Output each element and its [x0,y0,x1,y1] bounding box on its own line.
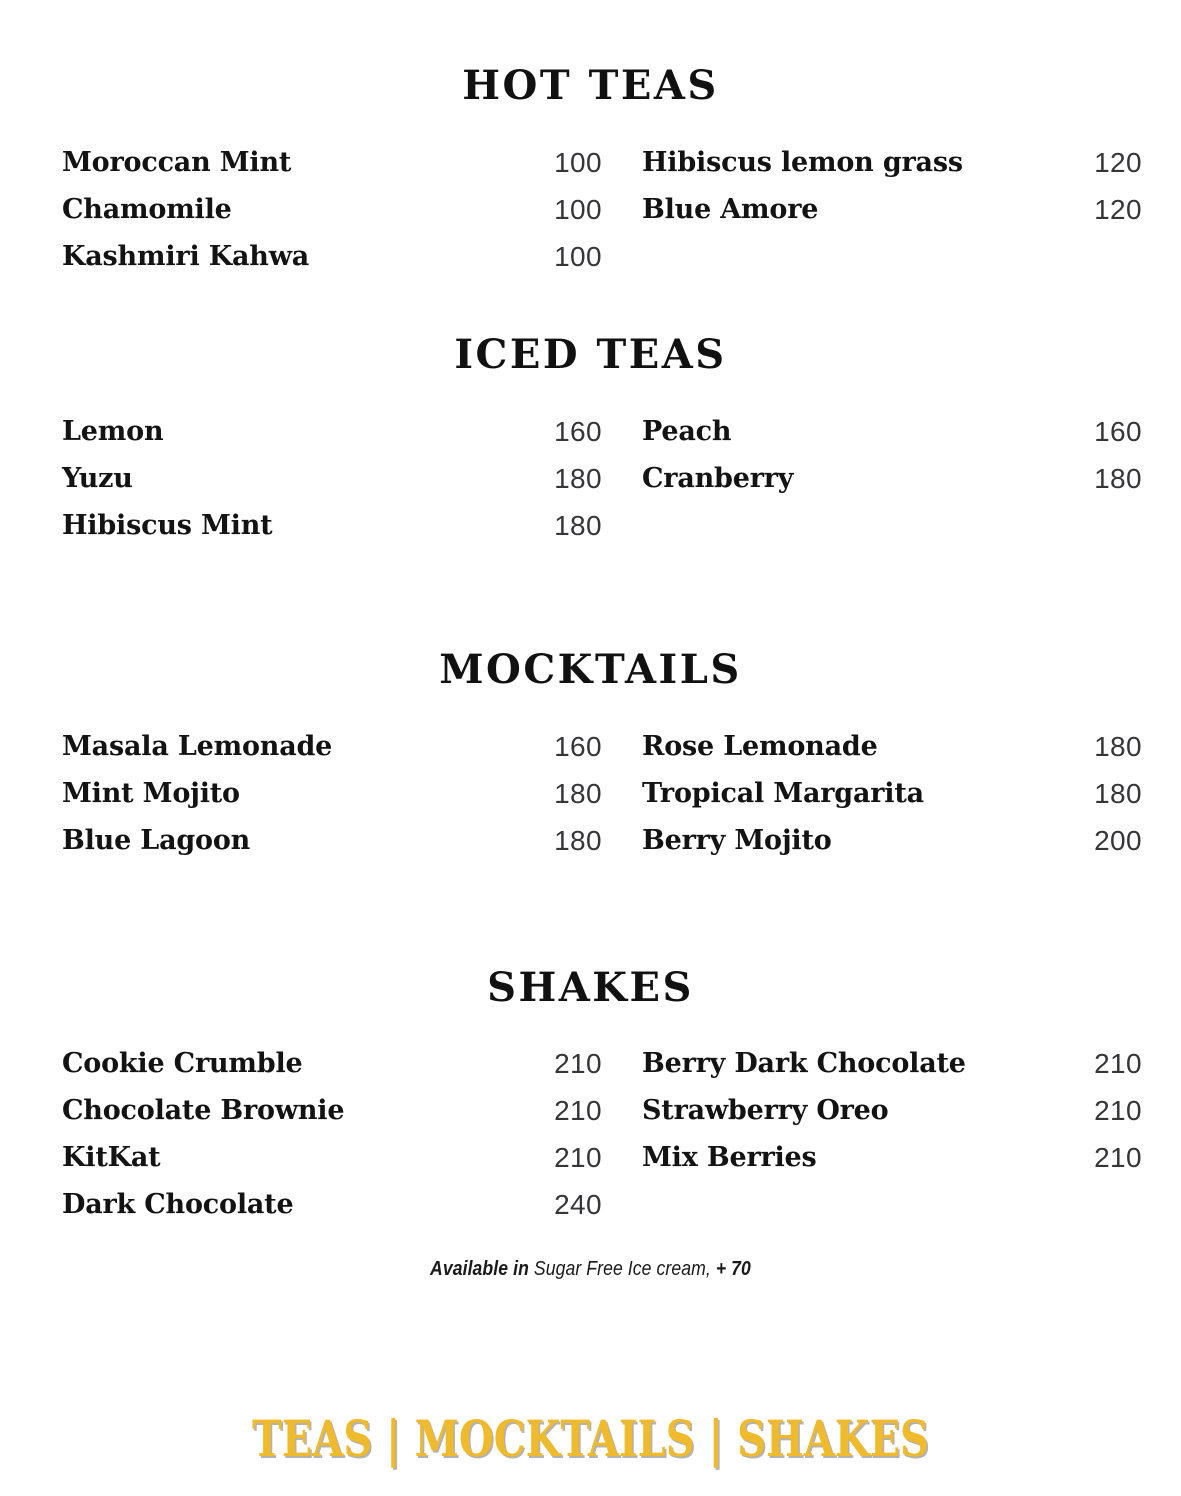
column-gap [602,1040,622,1087]
item-name: Tropical Margarita [642,778,924,809]
item-price: 210 [1094,1095,1142,1126]
item-name: Berry Dark Chocolate [642,1048,966,1079]
column-gap [602,233,622,280]
column-gap [602,817,622,864]
item-name-empty [622,233,1022,280]
item-grid-shakes [0,1040,1181,1228]
column-gap [602,1087,622,1134]
item-name: Peach [642,416,732,447]
item-name: Mint Mojito [62,778,240,809]
column-gap [602,1181,622,1228]
section-iced-teas-heading-wrap [0,331,1181,378]
section-heading-hot-teas: HOT TEAS [462,62,719,109]
item-name: Masala Lemonade [62,731,333,762]
column-gap [602,186,622,233]
item-price: 160 [554,416,602,447]
item-name: Berry Mojito [642,825,832,856]
item-price: 100 [554,147,602,178]
item-price: 120 [1094,194,1142,225]
item-name: Mix Berries [642,1142,817,1173]
footnote-strong-prefix: Available in [430,1258,529,1280]
section-hot-teas-heading-wrap [0,62,1181,109]
item-price: 180 [554,463,602,494]
item-name: Lemon [62,416,164,447]
column-gap [602,139,622,186]
item-name: Kashmiri Kahwa [62,241,310,272]
item-price: 160 [554,731,602,762]
item-name-empty [622,502,1022,549]
column-gap [602,408,622,455]
item-name: Strawberry Oreo [642,1095,889,1126]
sugar-free-footnote [71,1258,1110,1281]
footer-brand-title: TEAS | MOCKTAILS | SHAKES [252,1409,929,1468]
item-price: 180 [1094,731,1142,762]
section-heading-shakes: SHAKES [487,964,694,1011]
item-grid-mocktails [0,723,1181,864]
item-name: Rose Lemonade [642,731,878,762]
item-price: 180 [554,825,602,856]
item-price-empty [1022,502,1142,549]
footnote-regular-text: Sugar Free Ice cream, [528,1258,716,1280]
item-name: Chamomile [62,194,232,225]
item-price: 120 [1094,147,1142,178]
column-gap [602,770,622,817]
item-price-empty [1022,1181,1142,1228]
item-grid-iced-teas [0,408,1181,549]
section-heading-mocktails: MOCKTAILS [439,646,742,693]
item-name: Hibiscus lemon grass [642,147,963,178]
item-price: 180 [1094,778,1142,809]
item-name: Blue Lagoon [62,825,251,856]
column-gap [602,1134,622,1181]
item-name: Cranberry [642,463,794,494]
item-price: 180 [554,510,602,541]
section-shakes-heading-wrap [0,964,1181,1011]
item-name: Cookie Crumble [62,1048,303,1079]
item-price-empty [1022,233,1142,280]
column-gap [602,502,622,549]
item-price: 180 [554,778,602,809]
section-mocktails-heading-wrap [0,646,1181,693]
item-name: Yuzu [62,463,133,494]
item-price: 160 [1094,416,1142,447]
item-name: Hibiscus Mint [62,510,273,541]
item-name-empty [622,1181,1022,1228]
item-price: 180 [1094,463,1142,494]
item-name: KitKat [62,1142,161,1173]
column-gap [602,455,622,502]
section-mocktails-items [0,723,1181,864]
section-hot-teas-items [0,139,1181,280]
footnote-wrap [0,1258,1181,1281]
item-price: 210 [1094,1048,1142,1079]
item-grid-hot-teas [0,139,1181,280]
column-gap [602,723,622,770]
item-name: Dark Chocolate [62,1189,294,1220]
section-shakes-items [0,1040,1181,1228]
item-price: 240 [554,1189,602,1220]
item-price: 210 [554,1142,602,1173]
item-price: 210 [1094,1142,1142,1173]
footnote-strong-suffix: + 70 [715,1258,751,1280]
item-price: 210 [554,1048,602,1079]
item-name: Moroccan Mint [62,147,292,178]
footer-brand-wrap [0,1409,1181,1468]
item-price: 210 [554,1095,602,1126]
section-heading-iced-teas: ICED TEAS [454,331,727,378]
item-name: Blue Amore [642,194,819,225]
item-name: Chocolate Brownie [62,1095,345,1126]
item-price: 100 [554,241,602,272]
item-price: 200 [1094,825,1142,856]
item-price: 100 [554,194,602,225]
section-iced-teas-items [0,408,1181,549]
